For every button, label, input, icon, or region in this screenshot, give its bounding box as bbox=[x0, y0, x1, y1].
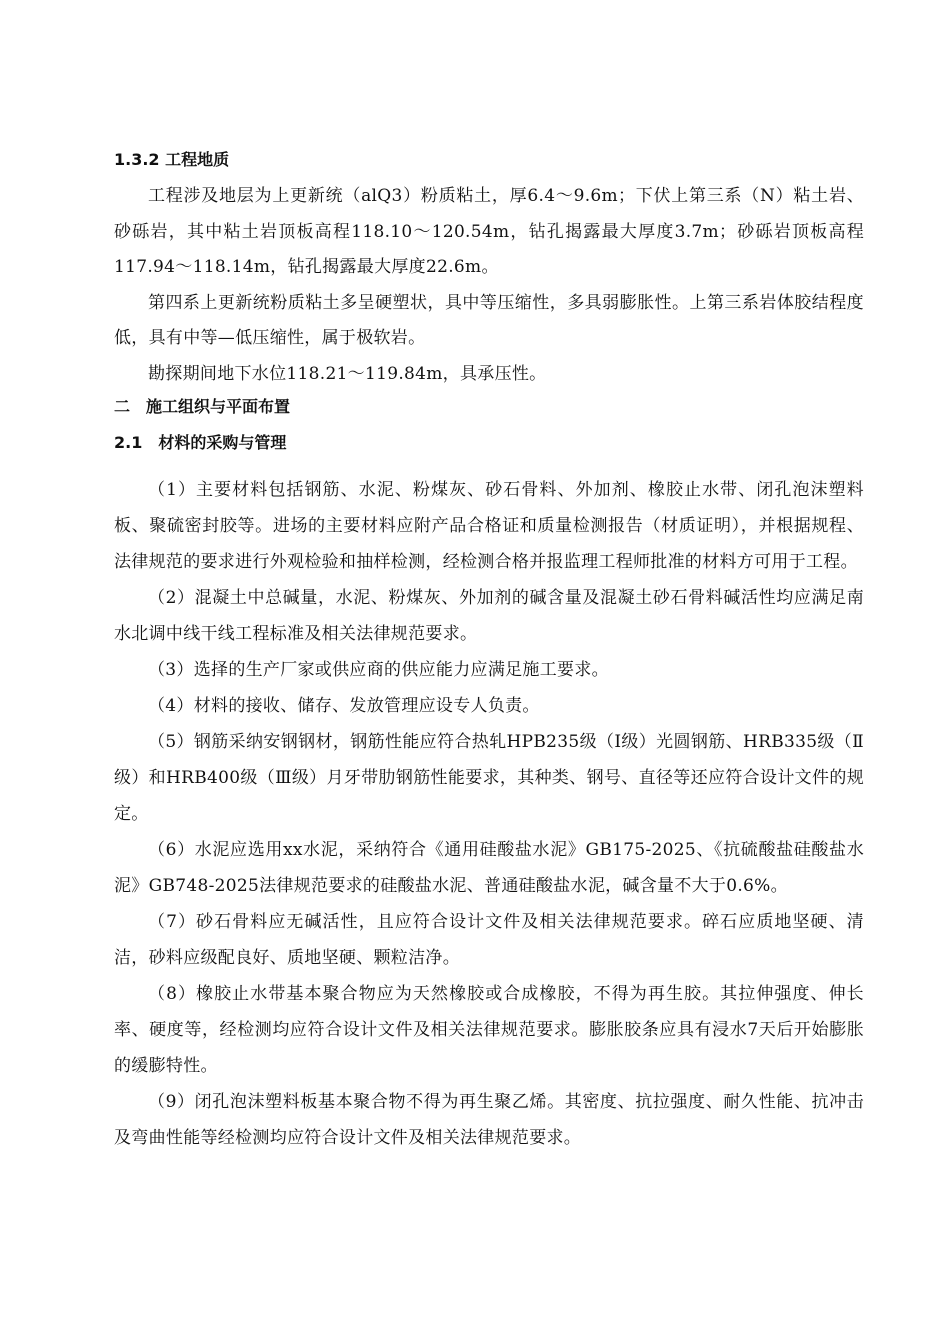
section-heading-materials: 2.1 材料的采购与管理 bbox=[114, 433, 287, 452]
paragraph-groundwater: 勘探期间地下水位118.21～119.84m，具承压性。 bbox=[148, 363, 547, 384]
chapter-heading-construction-organization: 二 施工组织与平面布置 bbox=[114, 397, 291, 416]
list-item-alkali-content: （2）混凝土中总碱量，水泥、粉煤灰、外加剂的碱含量及混凝土砂石骨料碱活性均应满足南水北调中线干线工程标准及相关法律规范要求。 bbox=[114, 588, 864, 644]
section-heading-geology: 1.3.2 工程地质 bbox=[114, 150, 230, 169]
list-item-steel: （5）钢筋采纳安钢钢材，钢筋性能应符合热轧HPB235级（Ⅰ级）光圆钢筋、HRB335级（Ⅱ级）和HRB400级（Ⅲ级）月牙带肋钢筋性能要求，其种类、钢号、直径等还应符合设计文件的规定。 bbox=[114, 732, 864, 824]
paragraph-soil-properties: 第四系上更新统粉质粘土多呈硬塑状，具中等压缩性，多具弱膨胀性。上第三系岩体胶结程度低，具有中等—低压缩性，属于极软岩。 bbox=[114, 292, 864, 348]
list-item-waterstop: （8）橡胶止水带基本聚合物应为天然橡胶或合成橡胶，不得为再生胶。其拉伸强度、伸长率、硬度等，经检测均应符合设计文件及相关法律规范要求。膨胀胶条应具有浸水7天后开始膨胀的缓膨特性。 bbox=[114, 984, 864, 1076]
list-item-main-materials: （1）主要材料包括钢筋、水泥、粉煤灰、砂石骨料、外加剂、橡胶止水带、闭孔泡沫塑料板、聚硫密封胶等。进场的主要材料应附产品合格证和质量检测报告（材质证明），并根据规程、法律规范的要求进行外观检验和抽样检测，经检测合格并报监理工程师批准的材料方可用于工程。 bbox=[114, 480, 864, 572]
paragraph-strata: 工程涉及地层为上更新统（alQ3）粉质粘土，厚6.4～9.6m；下伏上第三系（N）粘土岩、砂砾岩，其中粘土岩顶板高程118.10～120.54m，钻孔揭露最大厚度3.7m；砂砾岩顶板高程117.94～118.14m，钻孔揭露最大厚度22.6m。 bbox=[114, 186, 864, 277]
list-item-foam-board: （9）闭孔泡沫塑料板基本聚合物不得为再生聚乙烯。其密度、抗拉强度、耐久性能、抗冲击及弯曲性能等经检测均应符合设计文件及相关法律规范要求。 bbox=[114, 1092, 864, 1148]
list-item-material-management: （4）材料的接收、储存、发放管理应设专人负责。 bbox=[148, 696, 540, 716]
list-item-supplier: （3）选择的生产厂家或供应商的供应能力应满足施工要求。 bbox=[148, 660, 609, 680]
list-item-cement: （6）水泥应选用xx水泥，采纳符合《通用硅酸盐水泥》GB175-2025、《抗硫酸盐硅酸盐水泥》GB748-2025法律规范要求的硅酸盐水泥、普通硅酸盐水泥，碱含量不大于0.6%。 bbox=[114, 840, 864, 896]
list-item-aggregate: （7）砂石骨料应无碱活性，且应符合设计文件及相关法律规范要求。碎石应质地坚硬、清洁，砂料应级配良好、质地坚硬、颗粒洁净。 bbox=[114, 912, 864, 968]
document-body bbox=[114, 145, 864, 1156]
